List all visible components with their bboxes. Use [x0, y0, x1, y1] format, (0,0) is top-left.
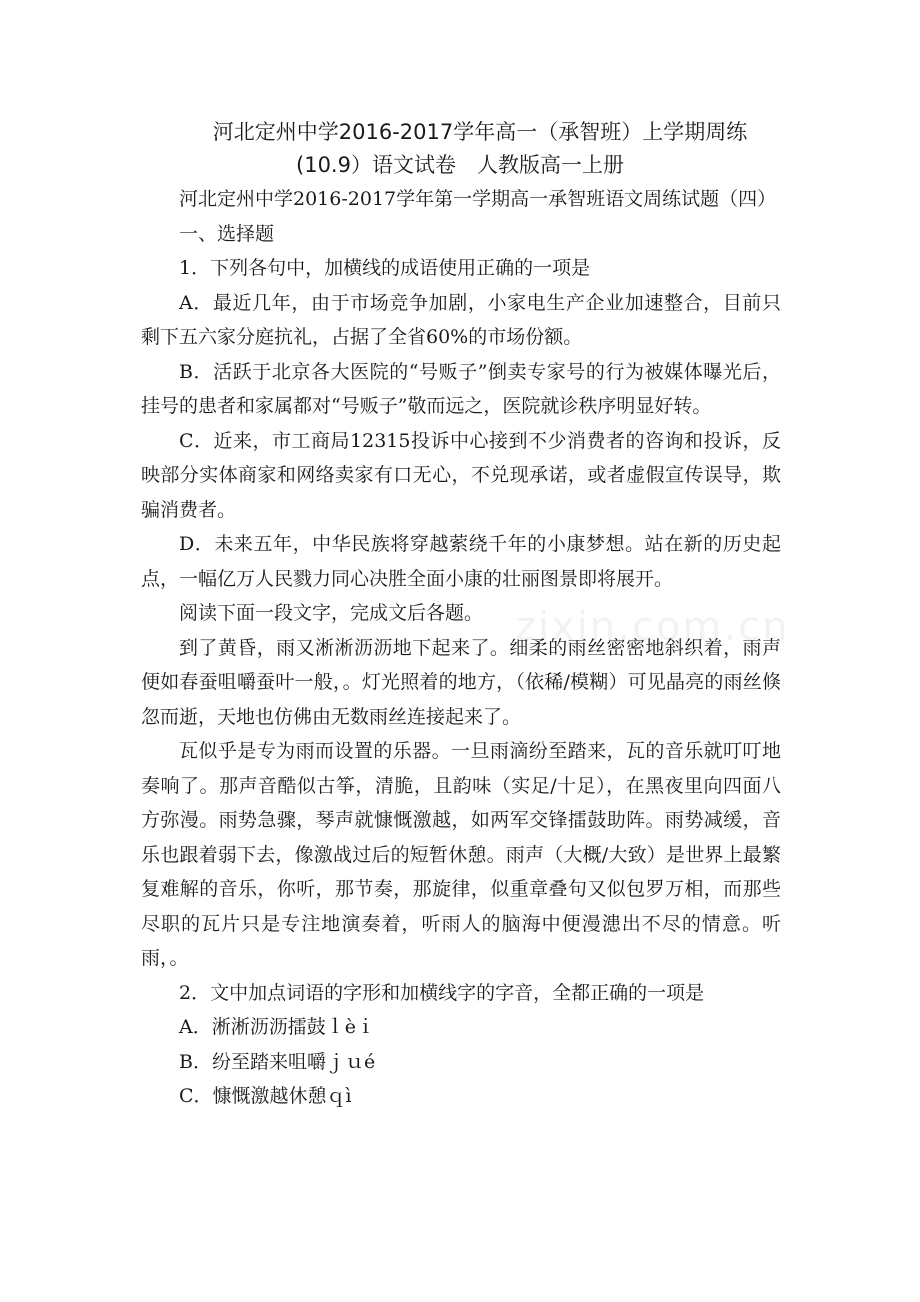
question-2-option-b: B．纷至踏来咀嚼ｊｕé — [179, 1050, 376, 1073]
document-title-line-1: 河北定州中学2016-2017学年高一（承智班）上学期周练 — [212, 120, 748, 144]
document-body — [141, 182, 781, 1114]
passage-paragraph-2: 瓦似乎是专为雨而设置的乐器。一旦雨滴纷至踏来，瓦的音乐就叮叮地奏响了。那声音酷似古筝，清脆，且韵味（实足/十足），在黑夜里向四面八方弥漫。雨势急骤，琴声就慷慨激越，如两军交锋擂鼓助阵。雨势减缓，音乐也跟着弱下去，像激战过后的短暂休憩。雨声（大概/大致）是世界上最繁复难解的音乐，你听，那节奏，那旋律，似重章叠句又似包罗万相，而那些尽职的瓦片只是专注地演奏着，听雨人的脑海中便漫漶出不尽的情意。听雨，。 — [141, 740, 781, 969]
section-heading: 一、选择题 — [179, 222, 275, 245]
question-1-option-d: D．未来五年，中华民族将穿越萦绕千年的小康梦想。站在新的历史起点，一幅亿万人民戮力同心决胜全面小康的壮丽图景即将展开。 — [141, 533, 781, 590]
watermark: zixin.com.cn — [515, 604, 790, 650]
passage-paragraph-1: 到了黄昏，雨又淅淅沥沥地下起来了。细柔的雨丝密密地斜织着，雨声便如春蚕咀嚼蚕叶一般，。灯光照着的地方，（依稀/模糊）可见晶亮的雨丝倏忽而逝，天地也仿佛由无数雨丝连接起来了。 — [141, 636, 781, 728]
question-2-stem: 2．文中加点词语的字形和加横线字的字音，全都正确的一项是 — [179, 981, 705, 1004]
reading-instruction: 阅读下面一段文字，完成文后各题。 — [179, 602, 484, 624]
question-1-option-a: A．最近几年，由于市场竞争加剧，小家电生产企业加速整合，目前只剩下五六家分庭抗礼，占据了全省60%的市场份额。 — [141, 291, 781, 348]
question-1-stem: 1．下列各句中，加横线的成语使用正确的一项是 — [179, 257, 591, 279]
question-2-option-a: A．淅淅沥沥擂鼓ｌèｉ — [179, 1016, 375, 1038]
question-1-option-b: B．活跃于北京各大医院的“号贩子”倒卖专家号的行为被媒体曝光后，挂号的患者和家属都对“号贩子”敬而远之，医院就诊秩序明显好转。 — [141, 360, 781, 417]
exam-heading: 河北定州中学2016-2017学年第一学期高一承智班语文周练试题（四） — [179, 188, 777, 210]
question-1-option-c: C．近来，市工商局12315投诉中心接到不少消费者的咨询和投诉，反映部分实体商家和网络卖家有口无心，不兑现承诺，或者虚假宣传误导，欺骗消费者。 — [141, 429, 781, 521]
document-title-line-2: (10.9）语文试卷 人教版高一上册 — [296, 153, 624, 177]
question-2-option-c: C．慷慨激越休憩ｑì — [179, 1085, 352, 1107]
